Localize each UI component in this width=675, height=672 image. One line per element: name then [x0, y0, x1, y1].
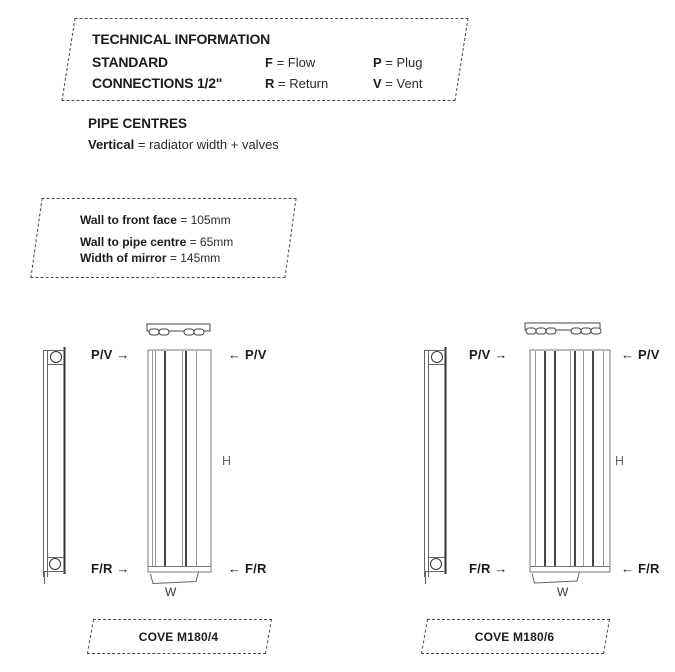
m180-4-flow-return-left-label: F/R → [91, 561, 130, 576]
m180-6-flow-return-right-label: ← F/R [621, 561, 660, 576]
dim-label: Width of mirror [80, 251, 167, 265]
m180-4-height-dimension-label: H [222, 454, 232, 468]
dim-label: Wall to front face [80, 213, 177, 227]
legend-vent-text: = Vent [385, 76, 423, 91]
m180-6-height-dimension-label: H [615, 454, 625, 468]
dim-value: = 145mm [169, 251, 221, 265]
standard-label: STANDARD [92, 54, 168, 70]
m180-4-width-dimension-label: W [165, 585, 177, 599]
m180-6-plug-vent-left-label: P/V → [469, 347, 508, 362]
m180-4-top-view [147, 324, 210, 335]
legend-plug-text: = Plug [385, 55, 423, 70]
model-label-cove-m180-4: COVE M180/4 [138, 630, 219, 644]
m180-4-front-view [148, 350, 211, 572]
m180-6-plug-vent-right-label: ← P/V [621, 347, 660, 362]
m180-6-top-view [525, 323, 601, 334]
legend-vent-key: V [373, 76, 382, 91]
legend-return-key: R [265, 76, 275, 91]
pipe-centres-rest: = radiator width + valves [137, 137, 279, 152]
m180-4-width-bracket [151, 572, 199, 584]
m180-6-front-view [530, 350, 610, 572]
m180-6-side-view [424, 347, 447, 584]
legend-plug-key: P [373, 55, 382, 70]
m180-6-width-dimension-label: W [557, 585, 569, 599]
dim-label: Wall to pipe centre [80, 235, 187, 249]
m180-6-width-bracket [532, 572, 580, 584]
pipe-centres-term: Vertical [88, 137, 135, 152]
legend-return-text: = Return [278, 76, 329, 91]
dim-value: = 105mm [180, 213, 231, 227]
model-label-cove-m180-6: COVE M180/6 [474, 630, 555, 644]
pipe-centres-heading: PIPE CENTRES [88, 116, 188, 131]
m180-4-plug-vent-right-label: ← P/V [228, 347, 267, 362]
m180-4-flow-return-right-label: ← F/R [228, 561, 267, 576]
legend-flow-text: = Flow [276, 55, 316, 70]
connections-label: CONNECTIONS 1/2" [92, 75, 223, 91]
m180-4-side-view [43, 347, 66, 584]
m180-6-flow-return-left-label: F/R → [469, 561, 508, 576]
legend-flow-key: F [265, 55, 273, 70]
technical-info-title: TECHNICAL INFORMATION [92, 31, 271, 47]
m180-4-plug-vent-left-label: P/V → [91, 347, 130, 362]
dim-value: = 65mm [189, 235, 234, 249]
